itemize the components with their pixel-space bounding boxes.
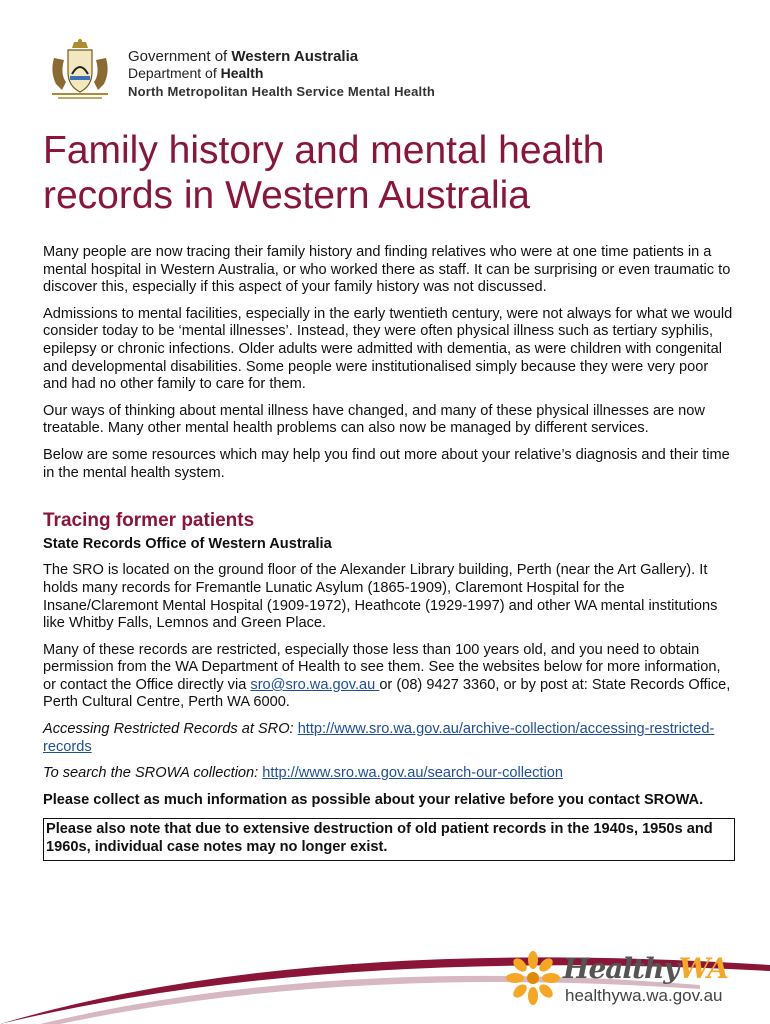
sun-flower-icon [505,950,561,1006]
header [44,38,504,108]
section-title: Tracing former patients [43,510,255,532]
service-name: North Metropolitan Health Service Mental Health [128,84,436,99]
search-collection-link[interactable]: http://www.sro.wa.gov.au/search-our-collection [262,765,563,782]
collect-info-note: Please collect as much information as possible about your relative before you contact SROWA. [43,791,704,808]
restricted-records-link[interactable]: http://www.sro.wa.gov.au/archive-collection/accessing-restricted-records [43,721,715,755]
logo-url: healthywa.wa.gov.au [565,986,723,1005]
restricted-records-line [43,721,735,756]
intro-paragraph-1: Many people are now tracing their family history and finding relatives who were at one time patients in a mental hospital in Western Australia, or who worked there as staff. It can be surprising or even traumatic to discover this, especially if this aspect of your family history was not discussed. [43,244,731,296]
sro-restricted-paragraph: Many of these records are restricted, especially those less than 100 years old, and you need to obtain permission from the WA Department of Health to see them. See the websites below for more information, or contact the Office directly via sro@sro.wa.gov.au or (08) 9427 3360, or by post at: State Records Office, Perth Cultural Centre, Perth WA 6000. [43,641,731,711]
logo-wordmark: HealthyWA [563,952,728,985]
search-collection-line [43,765,735,783]
section-subtitle: State Records Office of Western Australia [43,535,332,552]
page-title: Family history and mental health records in Western Australia [43,129,605,217]
restricted-records-label: Accessing Restricted Records at SRO: [43,721,294,738]
department-name: Department of Health [128,65,264,81]
intro-paragraph-3: Our ways of thinking about mental illness have changed, and many of these physical illnesses are now treatable. Many other mental health problems can also now be managed by different services. [43,402,705,437]
wa-coat-of-arms-icon [44,38,116,102]
healthywa-logo [505,950,728,1010]
destruction-note-box: Please also note that due to extensive destruction of old patient records in the 1940s, 1950s and 1960s, individual case notes may no longer exist. [43,818,735,860]
government-name: Government of Western Australia [128,48,359,65]
sro-email-link[interactable]: sro@sro.wa.gov.au [250,676,380,693]
intro-paragraph-4: Below are some resources which may help you find out more about your relative’s diagnosis and their time in the mental health system. [43,446,730,481]
document-body [43,244,735,861]
intro-paragraph-2: Admissions to mental facilities, especially in the early twentieth century, were not always for what we would consider today to be ‘mental illnesses’. Instead, they were often physical illness such as tertiary syphilis, epilepsy or chronic infections. Older adults were admitted with dementia, as were children with congenital and developmental disabilities. Some people were institutionalised simply because they were very poor and had no other family to care for them. [43,305,733,393]
sro-location-paragraph: The SRO is located on the ground floor of the Alexander Library building, Perth (near the Art Gallery). It holds many records for Fremantle Lunatic Asylum (1865-1909), Claremont Hospital for the Insane/Claremont Mental Hospital (1909-1972), Heathcote (1929-1997) and other WA mental institutions like Whitby Falls, Lemnos and Green Place. [43,562,718,632]
search-collection-label: To search the SROWA collection: [43,765,259,782]
